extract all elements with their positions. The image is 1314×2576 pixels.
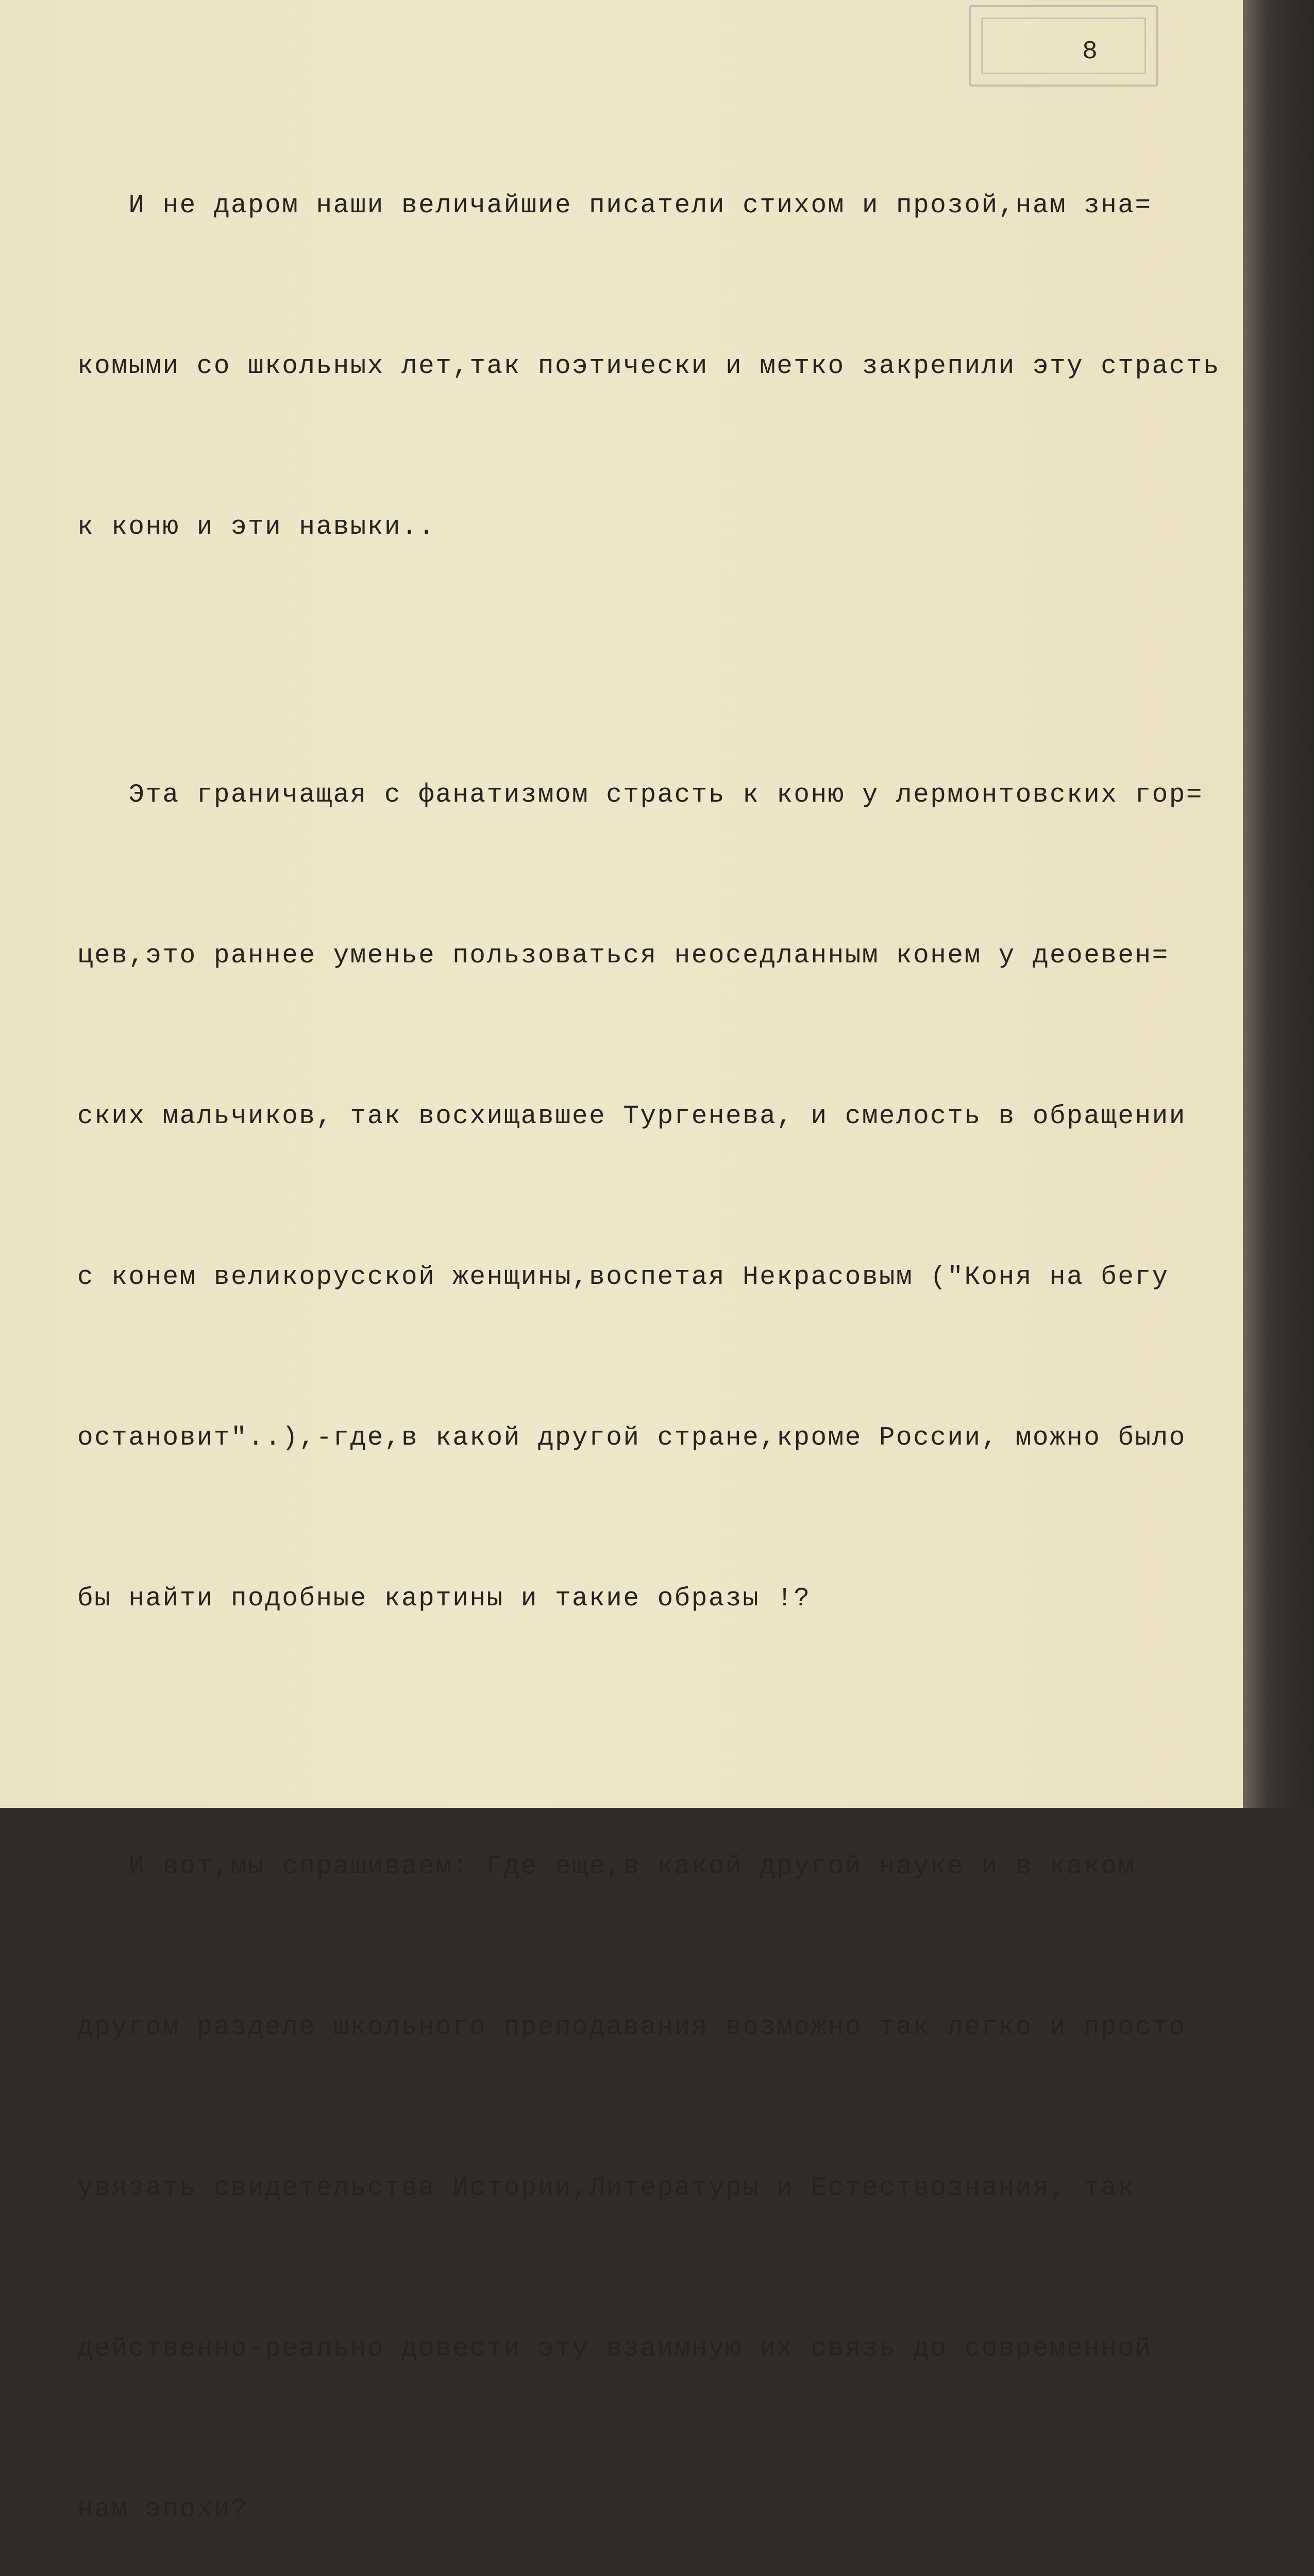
text-line: И не даром наши величайшие писатели стихом и прозой,нам зна= (77, 191, 1152, 221)
text-line: нам эпохи? (77, 2495, 248, 2524)
text-line: с конем великорусской женщины,воспетая Некрасовым ("Коня на бегу (77, 1263, 1169, 1292)
text-line: Эта граничащая с фанатизмом страсть к коню у лермонтовских гор= (77, 781, 1203, 810)
text-line: действенно-реально довести эту взаимную их связь до современной (77, 2334, 1152, 2364)
body-text (77, 72, 1226, 2576)
text-line: И вот,мы спрашиваем: Где еще,в какой другой науке и в каком (77, 1852, 1135, 1882)
text-line: бы найти подобные картины и такие образы !? (77, 1584, 811, 1614)
text-line: остановит"..),-где,в какой другой стране,кроме России, можно было (77, 1423, 1186, 1453)
paragraph-3 (77, 1733, 1226, 2576)
text-line: увязать свидетельства Истории,Литературы и Естествознания, так (77, 2174, 1135, 2203)
text-line: к коню и эти навыки.. (77, 513, 436, 542)
page-number: 8 (1082, 37, 1098, 66)
text-line: ских мальчиков, так восхищавшее Тургенева, и смелость в обращении (77, 1102, 1186, 1131)
scan-background-edge (1243, 0, 1314, 1808)
text-line: другом разделе школьного преподавания возможно так легко и просто (77, 2013, 1186, 2042)
paragraph-1 (77, 72, 1226, 662)
archive-stamp-frame (981, 18, 1146, 74)
text-line: цев,это раннее уменье пользоваться неоседланным конем у деоевен= (77, 941, 1169, 971)
text-line: комыми со школьных лет,так поэтически и метко закрепили эту страсть (77, 352, 1221, 381)
paragraph-2 (77, 662, 1226, 1733)
